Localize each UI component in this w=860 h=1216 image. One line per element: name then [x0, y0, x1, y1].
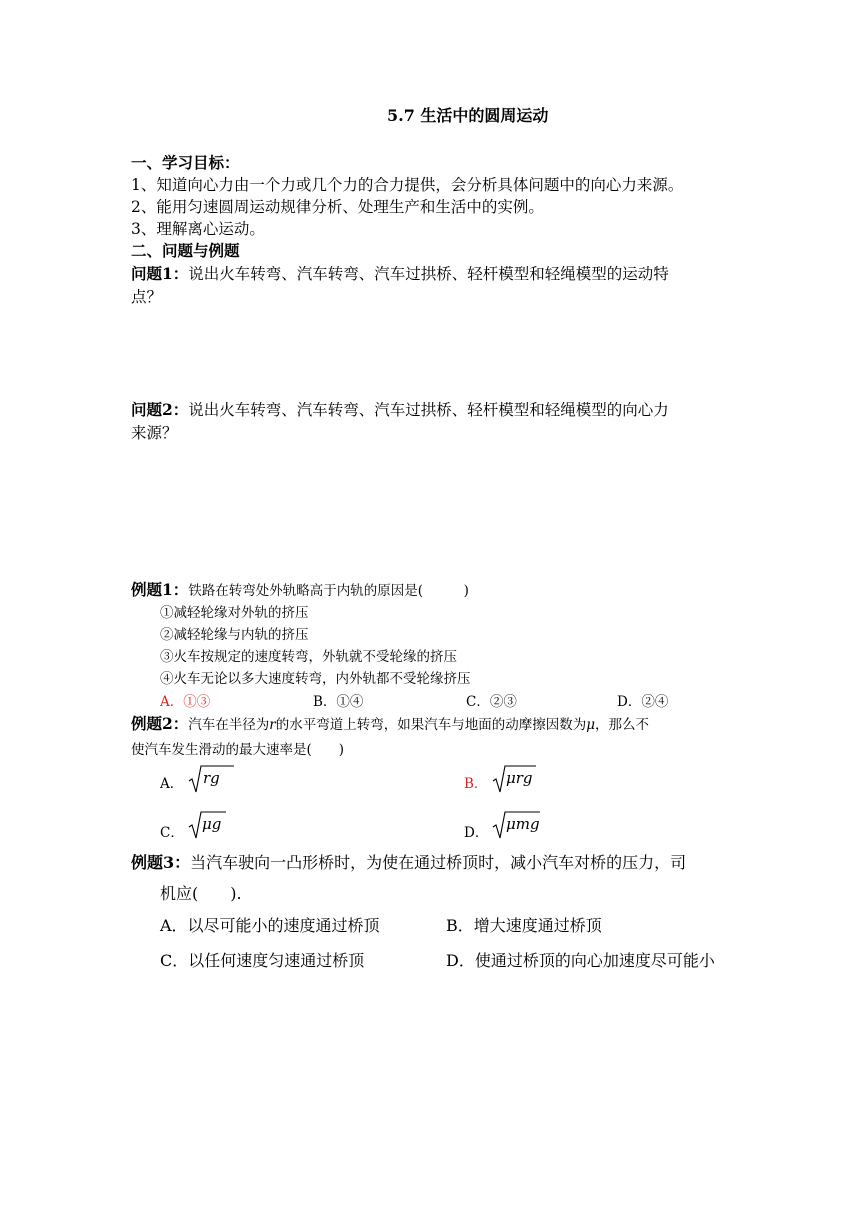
example-2-option-a-label: A．	[160, 776, 184, 792]
example-1-statement-4: ④火车无论以多大速度转弯，内外轨都不受轮缘挤压	[160, 671, 471, 687]
example-3-line-2: 机应( ).	[160, 884, 242, 903]
example-1	[131, 580, 469, 601]
example-2-option-d-label: D．	[464, 825, 489, 841]
question-2-text: 说出火车转弯、汽车转弯、汽车过拱桥、轻杆模型和轻绳模型的向心力	[188, 401, 669, 419]
question-2	[131, 400, 669, 420]
question-2-line-2: 来源？	[131, 424, 178, 442]
question-1	[131, 264, 669, 284]
example-2-text-b: 的水平弯道上转弯，如果汽车与地面的动摩擦因数为	[275, 717, 587, 733]
example-1-option-c: C．②③	[466, 694, 517, 710]
sqrt-murg-formula	[492, 764, 552, 794]
example-1-statement-1: ①减轻轮缘对外轨的挤压	[160, 605, 309, 621]
example-1-stem: 铁路在转弯处外轨略高于内轨的原因是( )	[188, 583, 469, 599]
example-2-option-b-label: B．	[464, 776, 488, 792]
example-3-label: 例题3：	[131, 853, 191, 872]
example-3-option-c: C．以任何速度匀速通过桥顶	[160, 951, 365, 970]
question-1-text: 说出火车转弯、汽车转弯、汽车过拱桥、轻杆模型和轻绳模型的运动特	[188, 265, 669, 283]
section-heading-objectives: 一、学习目标：	[131, 153, 240, 172]
question-1-line-2: 点？	[131, 288, 163, 306]
example-1-statement-3: ③火车按规定的速度转弯，外轨就不受轮缘的挤压	[160, 649, 457, 665]
example-2-var-r: r	[269, 717, 276, 733]
example-3-option-d: D．使通过桥顶的向心加速度尽可能小	[446, 951, 715, 970]
example-3-option-a: A．以尽可能小的速度通过桥顶	[160, 916, 380, 935]
example-2-text-a: 汽车在半径为	[188, 717, 270, 733]
example-2-option-c-label: C．	[160, 825, 184, 841]
example-1-option-b: B．①④	[313, 694, 364, 710]
sqrt-mug-formula	[188, 810, 248, 840]
example-2	[131, 714, 649, 735]
radicand-b: μrg	[506, 769, 533, 787]
radicand-d: μmg	[506, 815, 540, 833]
example-2-line-2: 使汽车发生滑动的最大速率是( )	[131, 742, 345, 758]
example-1-option-a: A．①③	[160, 694, 211, 710]
radicand-a: rg	[203, 769, 220, 787]
page-title: 5.7 生活中的圆周运动	[387, 106, 549, 125]
example-2-text-c: ，那么不	[595, 717, 650, 733]
example-1-option-d: D．②④	[617, 694, 669, 710]
sqrt-rg-formula	[188, 764, 248, 794]
radicand-c: μg	[202, 815, 222, 833]
question-1-label: 问题1：	[131, 264, 189, 283]
example-2-label: 例题2：	[131, 714, 189, 733]
example-3-text: 当汽车驶向一凸形桥时，为使在通过桥顶时，减小汽车对桥的压力，司	[190, 853, 687, 872]
objective-item-3: 3、理解离心运动。	[131, 220, 265, 238]
example-1-label: 例题1：	[131, 580, 189, 599]
objective-item-2: 2、能用匀速圆周运动规律分析、处理生产和生活中的实例。	[131, 198, 544, 216]
objective-item-1: 1、知道向心力由一个力或几个力的合力提供，会分析具体问题中的向心力来源。	[131, 176, 684, 194]
example-3-option-b: B．增大速度通过桥顶	[446, 916, 602, 935]
section-heading-problems: 二、问题与例题	[131, 241, 240, 260]
example-2-var-mu: μ	[586, 717, 596, 733]
sqrt-mumg-formula	[492, 810, 552, 840]
question-2-label: 问题2：	[131, 400, 189, 419]
example-3	[131, 853, 686, 873]
example-1-statement-2: ②减轻轮缘与内轨的挤压	[160, 627, 309, 643]
